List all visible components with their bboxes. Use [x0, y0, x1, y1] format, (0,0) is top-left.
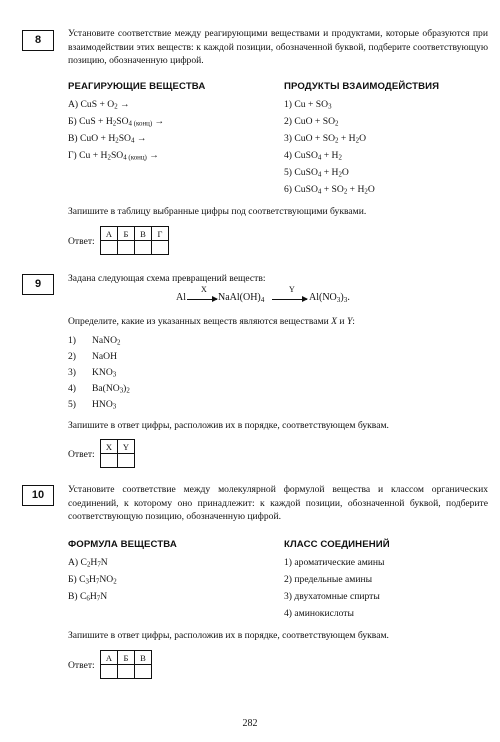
reactant-v: В) CuO + $H_2SO_4$ →	[68, 133, 147, 145]
answer-cell-v[interactable]	[135, 665, 152, 679]
task8-answer-label: Ответ:	[68, 236, 95, 247]
answer-cell-a[interactable]	[101, 241, 118, 255]
task8-right-header: ПРОДУКТЫ ВЗАИМОДЕЙСТВИЯ	[284, 81, 440, 92]
task-number-8: 8	[22, 30, 54, 51]
formula-v: В) $C_6H_7N$	[68, 591, 108, 603]
answer-cell-x[interactable]	[101, 454, 118, 468]
answer-header-b: Б	[118, 651, 135, 665]
task9-answer-table	[100, 439, 135, 468]
task9-instruction: Задана следующая схема превращений веществ:	[68, 273, 266, 284]
product-1: 1) $Cu + SO_3$	[284, 99, 332, 111]
product-2: 2) CuO + $SO_2$	[284, 116, 339, 128]
task9-answer-label: Ответ:	[68, 449, 95, 460]
product-6: 6) CuSO$_4$ + $SO_2 + H_2O$	[284, 184, 375, 196]
answer-header-v: В	[135, 651, 152, 665]
class-2: 2) предельные амины	[284, 574, 373, 585]
answer-header-a: А	[101, 227, 118, 241]
reactant-g: Г) $Cu + H_2SO_4$ (конц) →	[68, 150, 159, 162]
answer-header-b: Б	[118, 227, 135, 241]
task10-left-header: ФОРМУЛА ВЕЩЕСТВА	[68, 539, 177, 550]
answer-cell-g[interactable]	[152, 241, 169, 255]
task10-answer-label: Ответ:	[68, 660, 95, 671]
page-number: 282	[242, 718, 258, 729]
task8-write-instruction: Запишите в таблицу выбранные цифры под соответствующими буквами.	[68, 206, 367, 217]
option-1: 1) NaNO$_2$	[68, 335, 121, 347]
answer-cell-b[interactable]	[118, 665, 135, 679]
task10-write-instruction: Запишите в ответ цифры, расположив их в порядке, соответствующем буквам.	[68, 630, 389, 641]
task10-right-header: КЛАСС СОЕДИНЕНИЙ	[284, 539, 390, 550]
task9-question: Определите, какие из указанных веществ являются веществами X и Y:	[68, 316, 355, 327]
class-1: 1) ароматические амины	[284, 557, 385, 568]
scheme-label-x: X	[201, 285, 207, 294]
task10-instruction: Установите соответствие между молекулярной формулой вещества и классом органических соединений, к которому оно принадлежит: к каждой позиции, обозначенной буквой, подберите соответствующую позицию, обозначенную цифрой.	[68, 484, 488, 522]
product-5: 5) CuSO$_4$ + $H_2O$	[284, 167, 349, 179]
product-3: 3) CuO + $SO_2 + H_2O$	[284, 133, 366, 145]
scheme-end: $Al(NO_3)_3$.	[309, 292, 350, 304]
scheme-label-y: Y	[289, 285, 295, 294]
option-2: 2) NaOH	[68, 351, 118, 362]
answer-header-g: Г	[152, 227, 169, 241]
option-4: 4) $Ba(NO_3)_2$	[68, 383, 130, 395]
task-number-10: 10	[22, 485, 54, 506]
formula-a: А) $C_2H_7N$	[68, 557, 108, 569]
scheme-start: Al	[176, 292, 186, 303]
task8-answer-table	[100, 226, 169, 255]
scheme-arrow-1	[187, 299, 217, 300]
option-3: 3) $KNO_3$	[68, 367, 117, 379]
reactant-b: Б) CuS + $H_2SO_4$ (конц) →	[68, 116, 165, 128]
answer-header-v: В	[135, 227, 152, 241]
answer-header-a: А	[101, 651, 118, 665]
formula-b: Б) $C_3H_7NO_2$	[68, 574, 117, 586]
product-4: 4) CuSO$_4$ + $H_2$	[284, 150, 342, 162]
scheme-middle: $NaAl(OH)_4$	[218, 292, 265, 304]
task10-answer-table	[100, 650, 152, 679]
task8-left-header: РЕАГИРУЮЩИЕ ВЕЩЕСТВА	[68, 81, 206, 92]
answer-cell-b[interactable]	[118, 241, 135, 255]
scheme-arrow-2	[272, 299, 307, 300]
answer-cell-a[interactable]	[101, 665, 118, 679]
reactant-a: А) CuS + $O_2$ →	[68, 99, 130, 111]
answer-cell-v[interactable]	[135, 241, 152, 255]
task-number-9: 9	[22, 274, 54, 295]
task9-write-instruction: Запишите в ответ цифры, расположив их в порядке, соответствующем буквам.	[68, 420, 389, 431]
class-4: 4) аминокислоты	[284, 608, 354, 619]
task8-instruction: Установите соответствие между реагирующими веществами и продуктами, которые образуются при взаимодействии этих веществ: к каждой позиции, обозначенной буквой, подберите соответствующую позицию, обозначенную цифрой.	[68, 28, 488, 66]
option-5: 5) $HNO_3$	[68, 399, 117, 411]
answer-cell-y[interactable]	[118, 454, 135, 468]
answer-header-y: Y	[118, 440, 135, 454]
class-3: 3) двухатомные спирты	[284, 591, 380, 602]
answer-header-x: X	[101, 440, 118, 454]
